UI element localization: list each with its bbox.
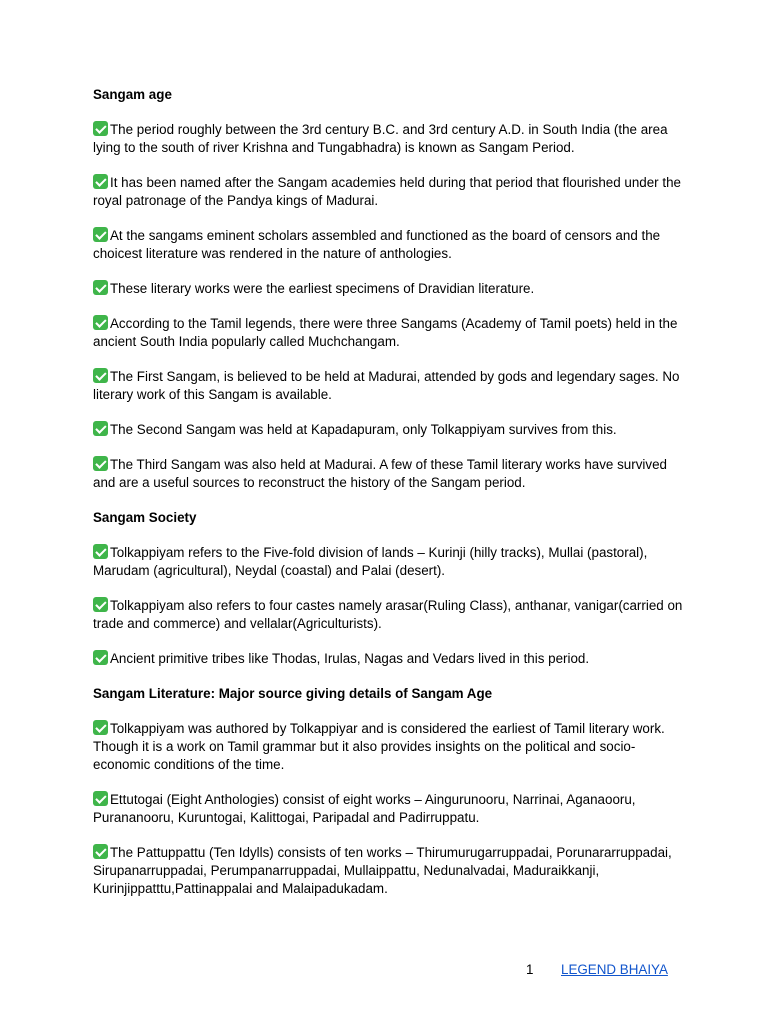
- list-item: [93, 456, 683, 492]
- item-text: These literary works were the earliest specimens of Dravidian literature.: [110, 281, 535, 296]
- check-mark-icon: [93, 791, 108, 806]
- section-heading: Sangam age: [93, 87, 172, 102]
- check-mark-icon: [93, 280, 108, 295]
- item-text: Tolkappiyam also refers to four castes namely arasar(Ruling Class), anthanar, vanigar(carried on trade and commerce) and vellalar(Agriculturists).: [93, 598, 683, 631]
- list-item: [93, 368, 683, 404]
- item-text: Ettutogai (Eight Anthologies) consist of eight works – Aingurunooru, Narrinai, Aganaooru, Purananooru, Kuruntogai, Kalittogai, Paripadal and Padirruppatu.: [93, 792, 636, 825]
- list-item: [93, 791, 683, 827]
- item-text: It has been named after the Sangam academies held during that period that flourished under the royal patronage of the Pandya kings of Madurai.: [93, 175, 681, 208]
- check-mark-icon: [93, 650, 108, 665]
- item-text: At the sangams eminent scholars assembled and functioned as the board of censors and the choicest literature was rendered in the nature of anthologies.: [93, 228, 661, 261]
- check-mark-icon: [93, 174, 108, 189]
- check-mark-icon: [93, 368, 108, 383]
- list-item: [93, 720, 683, 774]
- item-text: The period roughly between the 3rd century B.C. and 3rd century A.D. in South India (the area lying to the south of river Krishna and Tungabhadra) is known as Sangam Period.: [93, 122, 668, 155]
- item-text: The Second Sangam was held at Kapadapuram, only Tolkappiyam survives from this.: [110, 422, 617, 437]
- check-mark-icon: [93, 544, 108, 559]
- check-mark-icon: [93, 315, 108, 330]
- item-text: Tolkappiyam was authored by Tolkappiyar and is considered the earliest of Tamil literary work. Though it is a work on Tamil grammar but it also provides insights on the political and socio-economic conditions of the time.: [93, 721, 665, 772]
- list-item: [93, 421, 683, 439]
- list-item: [93, 844, 683, 898]
- section-heading: Sangam Society: [93, 510, 197, 525]
- section-sangam-society: [93, 509, 683, 668]
- item-text: The First Sangam, is believed to be held at Madurai, attended by gods and legendary sages. No literary work of this Sangam is available.: [93, 369, 680, 402]
- section-sangam-literature: [93, 685, 683, 898]
- item-text: Ancient primitive tribes like Thodas, Irulas, Nagas and Vedars lived in this period.: [110, 651, 590, 666]
- page-number: 1: [526, 962, 534, 977]
- list-item: [93, 280, 683, 298]
- item-text: Tolkappiyam refers to the Five-fold division of lands – Kurinji (hilly tracks), Mullai (pastoral), Marudam (agricultural), Neydal (coastal) and Palai (desert).: [93, 545, 648, 578]
- check-mark-icon: [93, 844, 108, 859]
- list-item: [93, 650, 683, 668]
- item-text: The Pattuppattu (Ten Idylls) consists of ten works – Thirumurugarruppadai, Porunararruppadai, Sirupanarruppadai, Perumpanarruppadai, Mullaippattu, Nedunalvadai, Maduraikkanji, Kurinjippatttu,Pattinappalai and Malaipadukadam.: [93, 845, 672, 896]
- check-mark-icon: [93, 456, 108, 471]
- check-mark-icon: [93, 720, 108, 735]
- item-text: The Third Sangam was also held at Madurai. A few of these Tamil literary works have survived and are a useful sources to reconstruct the history of the Sangam period.: [93, 457, 667, 490]
- check-mark-icon: [93, 121, 108, 136]
- item-text: According to the Tamil legends, there were three Sangams (Academy of Tamil poets) held in the ancient South India popularly called Muchchangam.: [93, 316, 678, 349]
- document-body: [93, 86, 683, 915]
- list-item: [93, 121, 683, 157]
- check-mark-icon: [93, 597, 108, 612]
- list-item: [93, 544, 683, 580]
- check-mark-icon: [93, 421, 108, 436]
- list-item: [93, 315, 683, 351]
- list-item: [93, 227, 683, 263]
- check-mark-icon: [93, 227, 108, 242]
- list-item: [93, 174, 683, 210]
- list-item: [93, 597, 683, 633]
- footer-link[interactable]: LEGEND BHAIYA: [561, 962, 668, 977]
- section-heading: Sangam Literature: Major source giving details of Sangam Age: [93, 686, 493, 701]
- section-sangam-age: [93, 86, 683, 492]
